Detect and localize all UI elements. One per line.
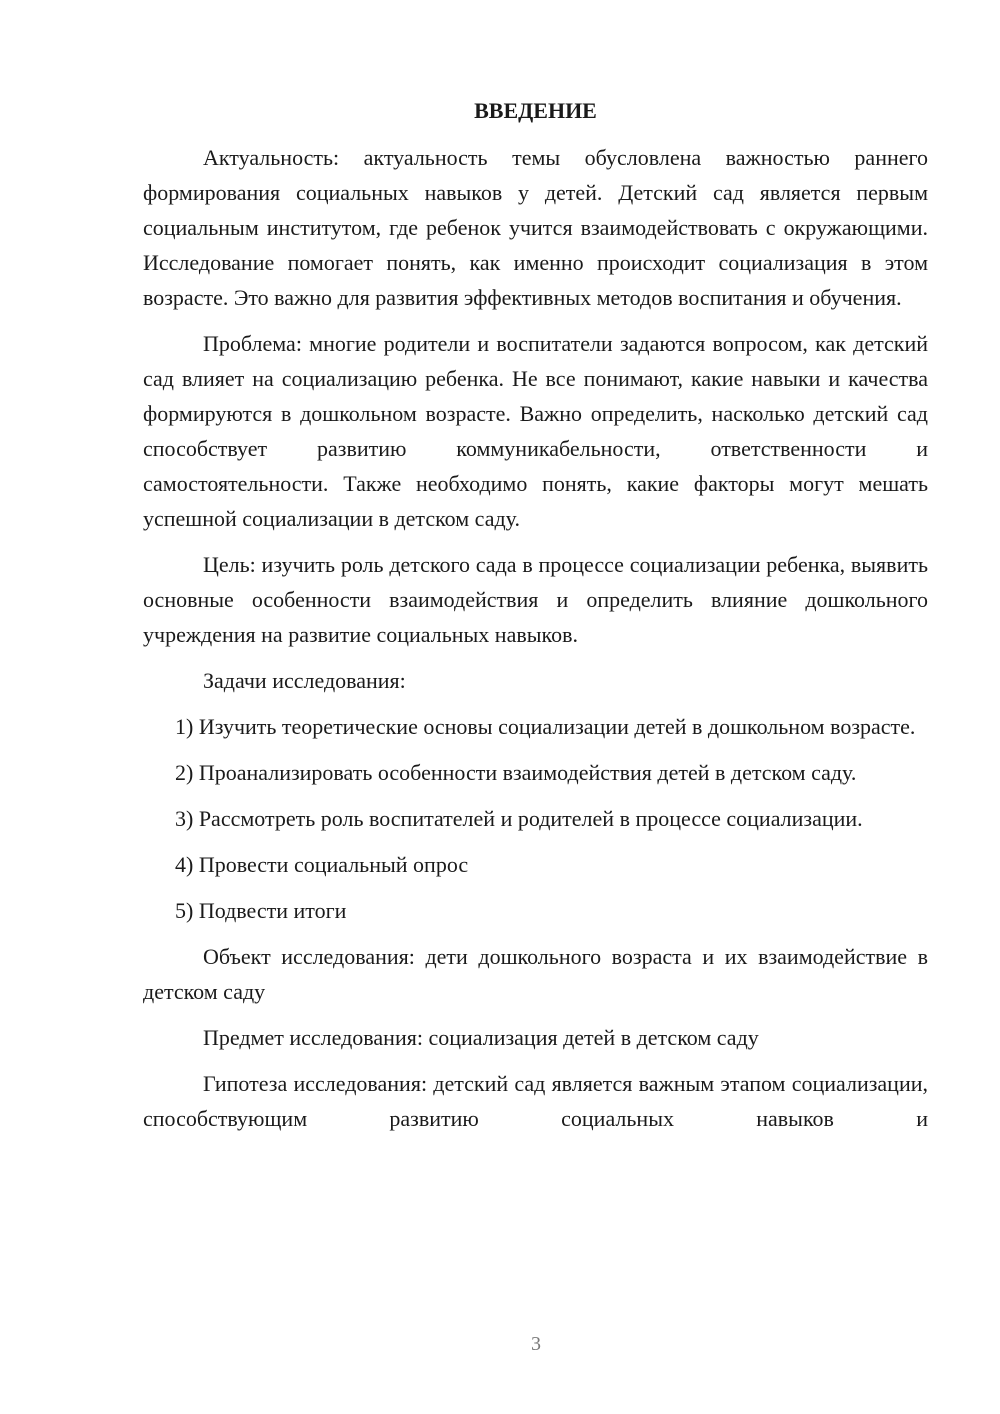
page-content xyxy=(143,95,928,1136)
task-item-3: 3) Рассмотреть роль воспитателей и родителей в процессе социализации. xyxy=(175,806,863,831)
page-number: 3 xyxy=(531,1333,541,1355)
task-item-5: 5) Подвести итоги xyxy=(175,898,347,923)
tasks-heading: Задачи исследования: xyxy=(203,668,406,693)
page-title: ВВЕДЕНИЕ xyxy=(474,98,597,123)
hypothesis-paragraph: Гипотеза исследования: детский сад является важным этапом социализации, способствующим развитию социальных навыков и xyxy=(143,1071,928,1131)
relevance-paragraph: Актуальность: актуальность темы обусловлена важностью раннего формирования социальных навыков у детей. Детский сад является первым социальным институтом, где ребенок учится взаимодействовать с окружающими. Исследование помогает понять, как именно происходит социализация в этом возрасте. Это важно для развития эффективных методов воспитания и обучения. xyxy=(143,145,928,310)
goal-paragraph: Цель: изучить роль детского сада в процессе социализации ребенка, выявить основные особенности взаимодействия и определить влияние дошкольного учреждения на развитие социальных навыков. xyxy=(143,552,928,647)
task-item-2: 2) Проанализировать особенности взаимодействия детей в детском саду. xyxy=(175,760,857,785)
problem-paragraph: Проблема: многие родители и воспитатели задаются вопросом, как детский сад влияет на социализацию ребенка. Не все понимают, какие навыки и качества формируются в дошкольном возрасте. Важно определить, насколько детский сад способствует развитию коммуникабельности, ответственности и самостоятельности. Также необходимо понять, какие факторы могут мешать успешной социализации в детском саду. xyxy=(143,331,928,531)
task-item-1: 1) Изучить теоретические основы социализации детей в дошкольном возрасте. xyxy=(175,714,916,739)
subject-paragraph: Предмет исследования: социализация детей в детском саду xyxy=(203,1025,759,1050)
task-item-4: 4) Провести социальный опрос xyxy=(175,852,469,877)
object-paragraph: Объект исследования: дети дошкольного возраста и их взаимодействие в детском саду xyxy=(143,944,928,1004)
